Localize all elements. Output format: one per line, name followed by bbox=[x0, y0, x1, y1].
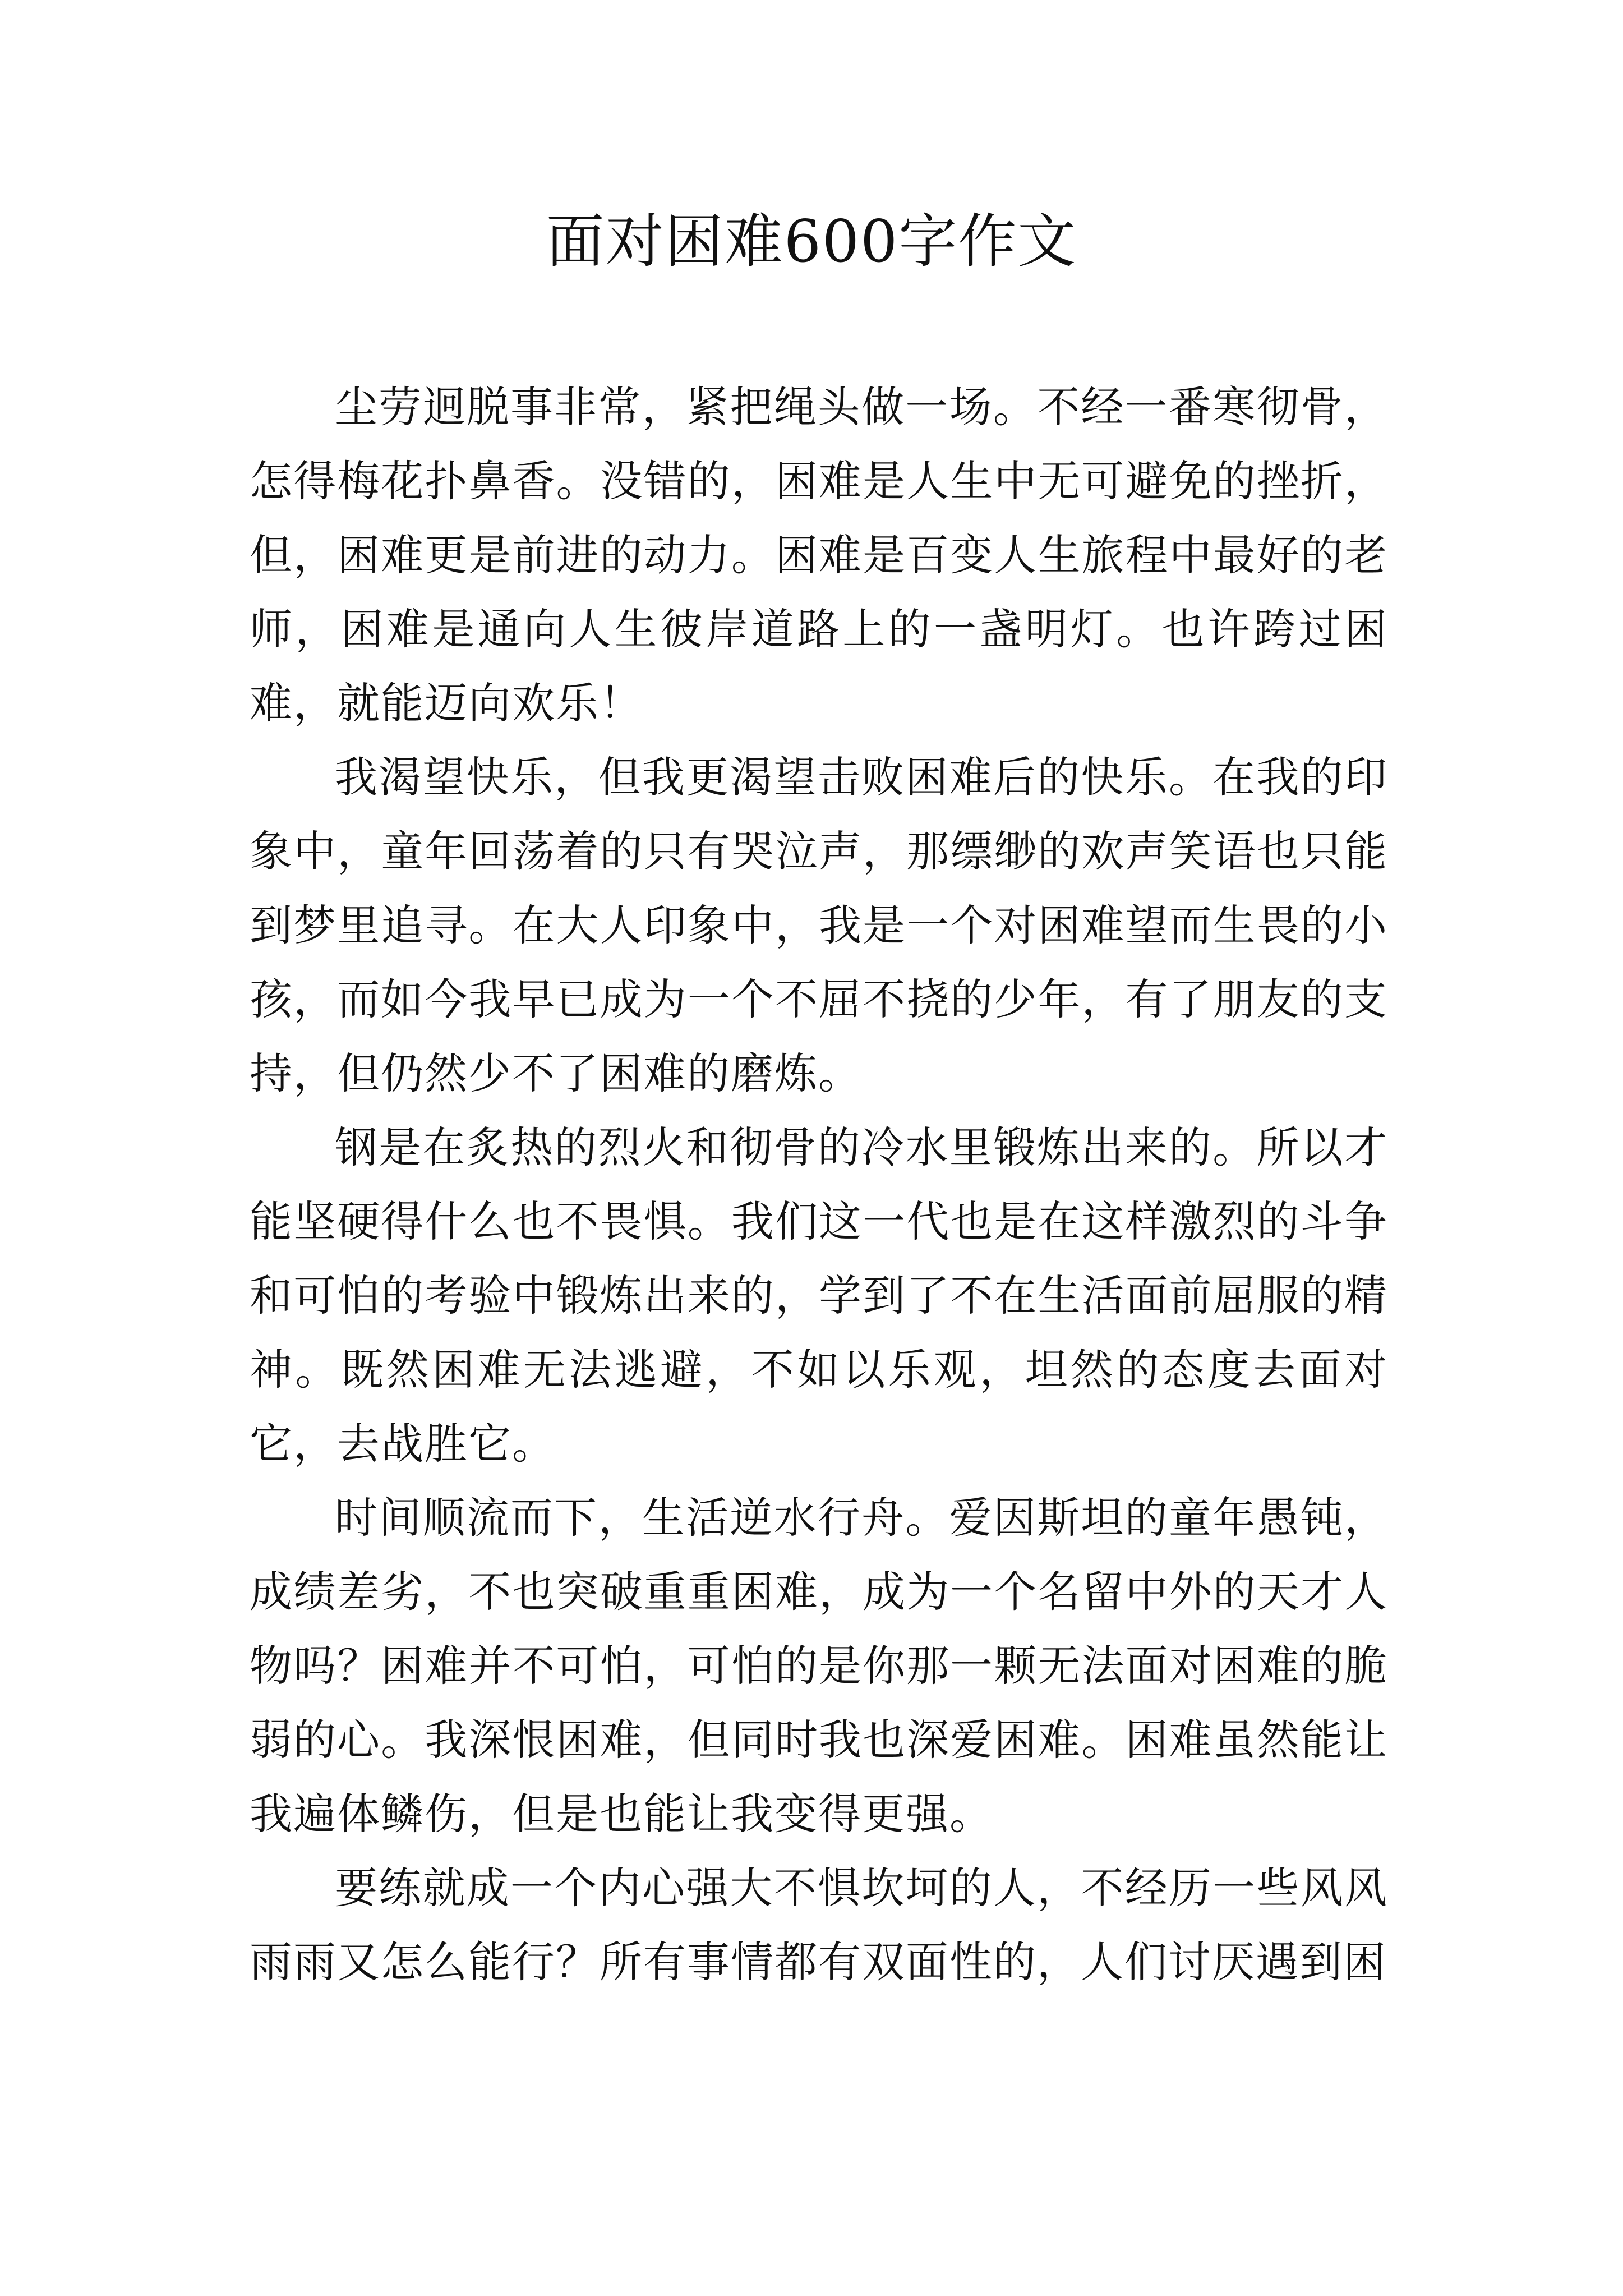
document-body bbox=[250, 370, 1388, 1999]
document-title: 面对困难600字作文 bbox=[546, 207, 1077, 275]
paragraph-5: 要练就成一个内心强大不惧坎坷的人，不经历一些风风雨雨又怎么能行？所有事情都有双面性的，人们讨厌遇到困 bbox=[250, 1863, 1388, 1987]
paragraph-2: 我渴望快乐，但我更渴望击败困难后的快乐。在我的印象中，童年回荡着的只有哭泣声，那缥缈的欢声笑语也只能到梦里追寻。在大人印象中，我是一个对困难望而生畏的小孩，而如今我早已成为一个不屈不挠的少年，有了朋友的支持，但仍然少不了困难的磨炼。 bbox=[250, 752, 1388, 1098]
paragraph-3: 钢是在炙热的烈火和彻骨的冷水里锻炼出来的。所以才能坚硬得什么也不畏惧。我们这一代也是在这样激烈的斗争和可怕的考验中锻炼出来的，学到了不在生活面前屈服的精神。既然困难无法逃避，不如以乐观，坦然的态度去面对它，去战胜它。 bbox=[250, 1122, 1388, 1469]
paragraph-1: 尘劳迥脱事非常，紧把绳头做一场。不经一番寒彻骨，怎得梅花扑鼻香。没错的，困难是人生中无可避免的挫折，但，困难更是前进的动力。困难是百变人生旅程中最好的老师，困难是通向人生彼岸道路上的一盏明灯。也许跨过困难，就能迈向欢乐！ bbox=[250, 382, 1388, 728]
paragraph-4: 时间顺流而下，生活逆水行舟。爱因斯坦的童年愚钝，成绩差劣，不也突破重重困难，成为一个名留中外的天才人物吗？困难并不可怕，可怕的是你那一颗无法面对困难的脆弱的心。我深恨困难，但同时我也深爱困难。困难虽然能让我遍体鳞伤，但是也能让我变得更强。 bbox=[250, 1493, 1388, 1839]
